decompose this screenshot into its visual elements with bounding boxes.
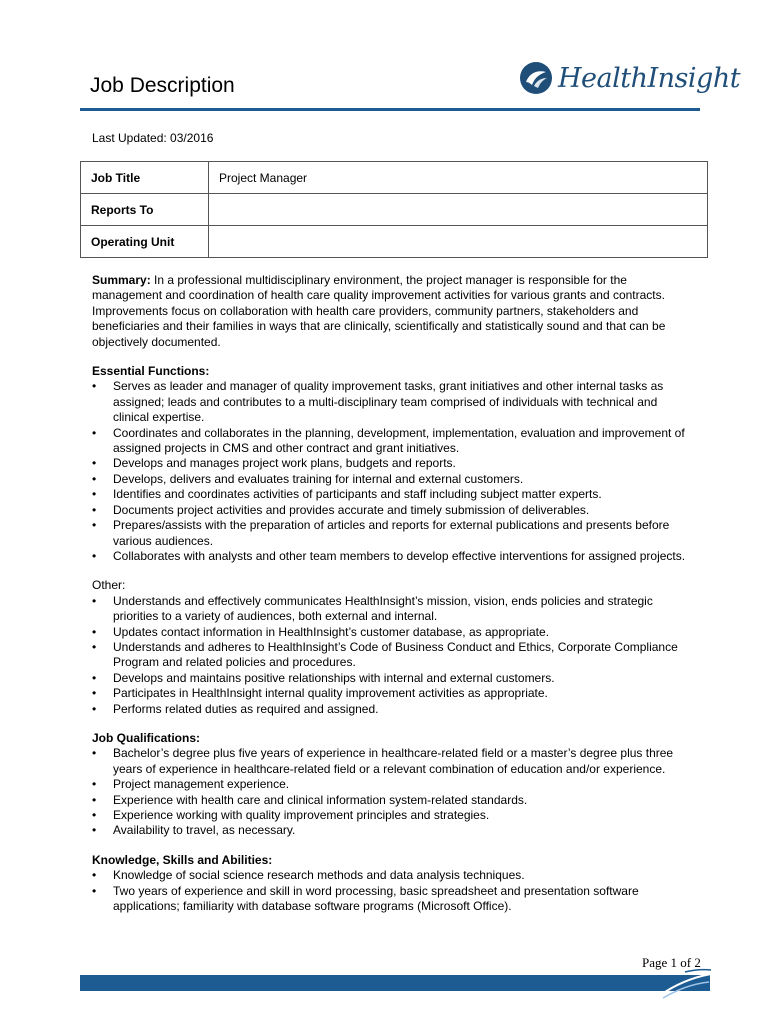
operating-unit-label: Operating Unit [81, 226, 209, 258]
header-divider [80, 108, 700, 111]
logo-mark-icon [518, 60, 554, 96]
document-body [92, 273, 692, 914]
other-heading: Other: [92, 578, 126, 593]
reports-to-value [209, 194, 708, 226]
summary-text: In a professional multidisciplinary environment, the project manager is responsible for the management and coordination of health care quality improvement activities for various grants and contracts. Improvements focus on collaboration with health care providers, community partners, stakeholders and beneficiaries and their families in ways that are clinically, scientifically and statistically sound and that can be objectively documented. [92, 273, 666, 349]
operating-unit-value [209, 226, 708, 258]
table-row [81, 162, 708, 194]
summary-label: Summary: [92, 273, 151, 287]
logo-wordmark: HealthInsight [558, 62, 741, 94]
job-info-table [80, 161, 708, 258]
list-item: • Project management experience. [92, 777, 692, 792]
essential-functions-heading: Essential Functions: [92, 364, 210, 379]
list-item: • Coordinates and collaborates in the planning, development, implementation, evaluation and improvement of assigned projects in CMS and other contract and grant initiatives. [92, 426, 692, 457]
list-item: • Prepares/assists with the preparation of articles and reports for external publications and presents before various audiences. [92, 518, 692, 549]
list-item: • Develops and manages project work plans, budgets and reports. [92, 456, 692, 471]
qualifications-heading: Job Qualifications: [92, 730, 201, 745]
list-item: • Identifies and coordinates activities of participants and staff including subject matter experts. [92, 487, 692, 502]
healthinsight-logo [518, 58, 741, 98]
list-item: • Documents project activities and provides accurate and timely submission of deliverables. [92, 503, 692, 518]
other-section [92, 578, 692, 717]
essential-functions-section [92, 364, 692, 564]
other-list [92, 594, 692, 717]
list-item: • Bachelor’s degree plus five years of experience in healthcare-related field or a master’s degree plus three years of experience in healthcare-related field or a relevant combination of education and/or experience. [92, 746, 692, 777]
list-item: • Understands and adheres to HealthInsight’s Code of Business Conduct and Ethics, Corporate Compliance Program and related policies and procedures. [92, 640, 692, 671]
list-item: • Experience with health care and clinical information system-related standards. [92, 793, 692, 808]
reports-to-label: Reports To [81, 194, 209, 226]
page-number: Page 1 of 2 [642, 955, 701, 970]
list-item: • Understands and effectively communicates HealthInsight’s mission, vision, ends policies and strategic priorities to a variety of audiences, both external and internal. [92, 594, 692, 625]
ksa-section [92, 853, 692, 915]
ksa-heading: Knowledge, Skills and Abilities: [92, 852, 273, 867]
page-title: Job Description [90, 74, 235, 97]
list-item: • Serves as leader and manager of quality improvement tasks, grant initiatives and other internal tasks as assigned; leads and contributes to a multi-disciplinary team comprised of individuals with technical and clinical expertise. [92, 379, 692, 425]
qualifications-section [92, 731, 692, 839]
ksa-list [92, 868, 692, 914]
list-item: • Develops and maintains positive relationships with internal and external customers. [92, 671, 692, 686]
table-row [81, 226, 708, 258]
list-item: • Experience working with quality improvement principles and strategies. [92, 808, 692, 823]
list-item: • Updates contact information in HealthInsight’s customer database, as appropriate. [92, 625, 692, 640]
footer-bar [80, 975, 710, 991]
job-title-value: Project Manager [209, 162, 708, 194]
job-title-label: Job Title [81, 162, 209, 194]
list-item: • Availability to travel, as necessary. [92, 823, 692, 838]
essential-functions-list [92, 379, 692, 564]
list-item: • Collaborates with analysts and other team members to develop effective interventions for assigned projects. [92, 549, 692, 564]
list-item: • Knowledge of social science research methods and data analysis techniques. [92, 868, 692, 883]
list-item: • Two years of experience and skill in word processing, basic spreadsheet and presentation software applications; familiarity with database software programs (Microsoft Office). [92, 884, 692, 915]
list-item: • Performs related duties as required and assigned. [92, 702, 692, 717]
summary-paragraph [92, 273, 692, 350]
last-updated-text: Last Updated: 03/2016 [92, 131, 214, 145]
list-item: • Participates in HealthInsight internal quality improvement activities as appropriate. [92, 686, 692, 701]
list-item: • Develops, delivers and evaluates training for internal and external customers. [92, 472, 692, 487]
table-row [81, 194, 708, 226]
qualifications-list [92, 746, 692, 838]
swoosh-icon [655, 966, 715, 1000]
